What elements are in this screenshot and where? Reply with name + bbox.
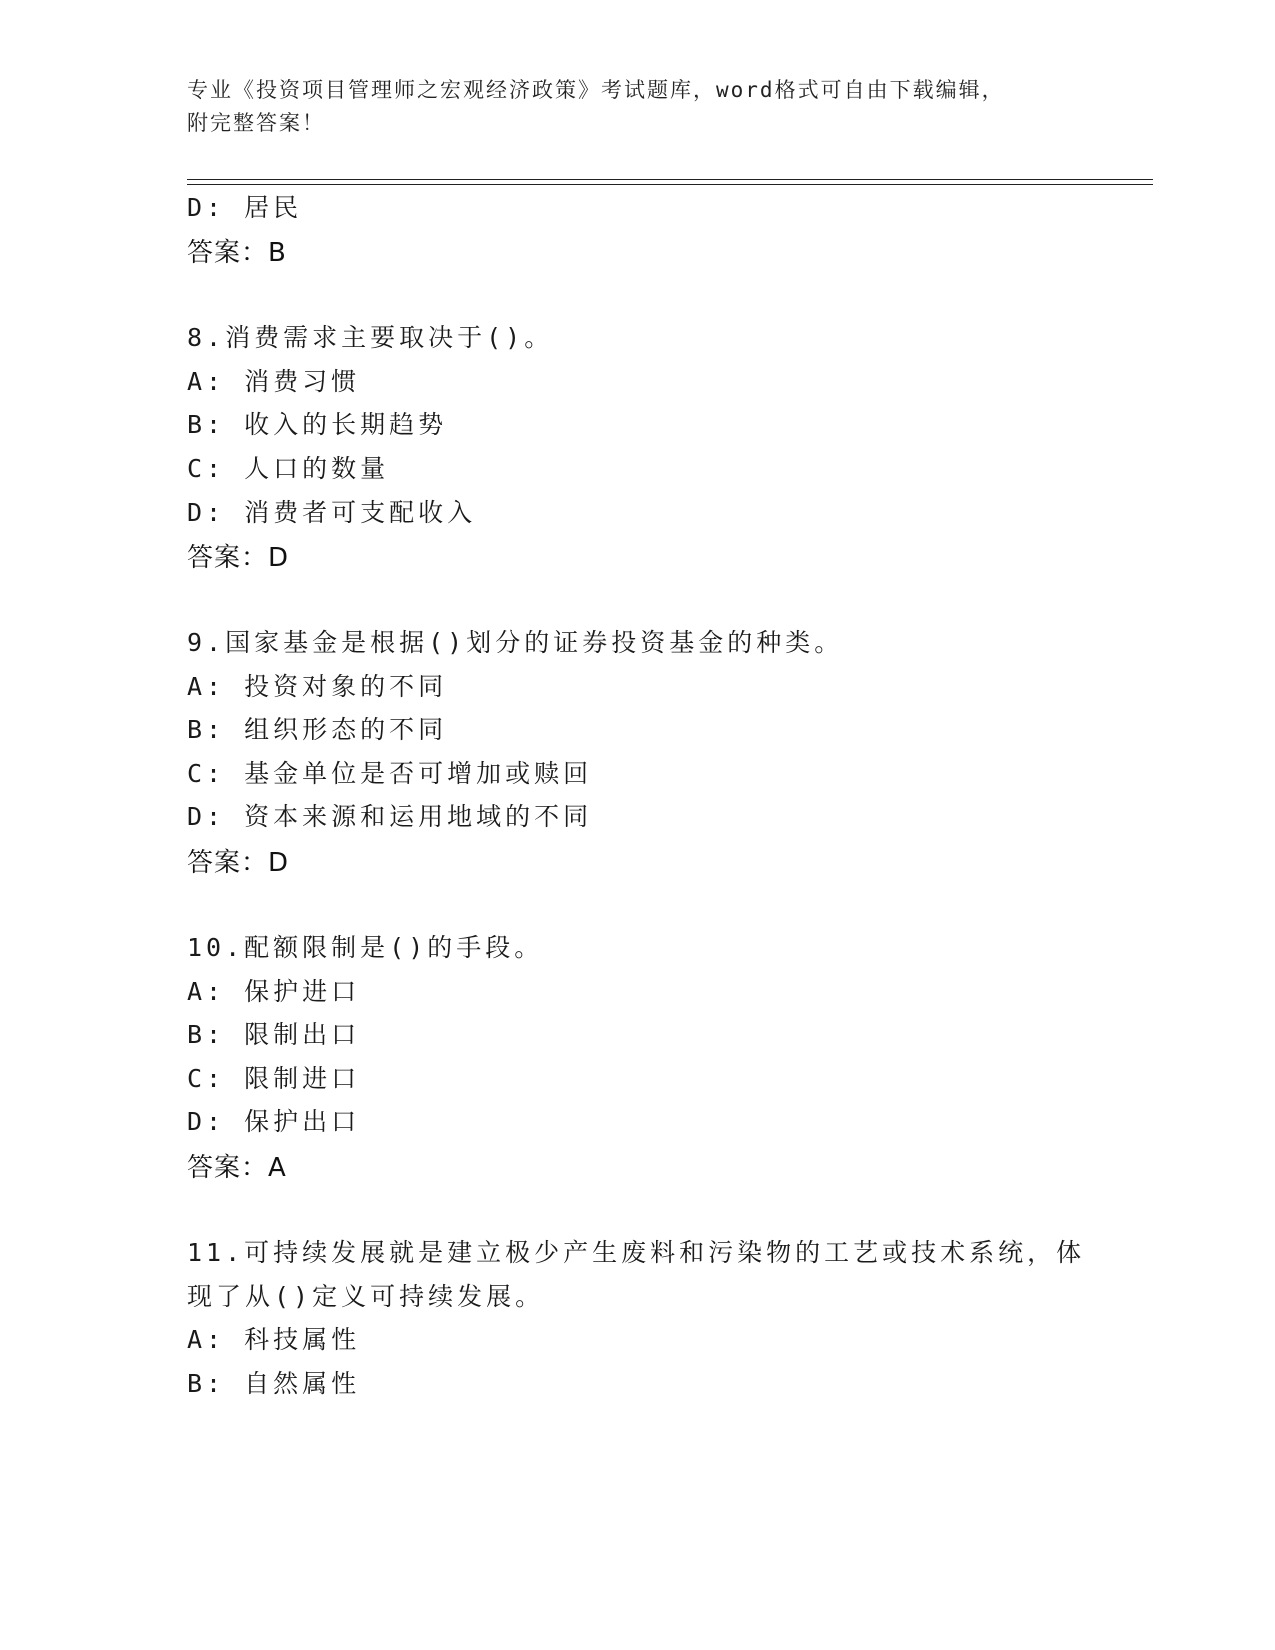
question-10-answer: 答案：A xyxy=(187,1153,287,1183)
question-11-option-a: A: 科技属性 xyxy=(187,1325,361,1354)
question-10-option-c: C: 限制进口 xyxy=(187,1064,361,1093)
question-9-option-d: D: 资本来源和运用地域的不同 xyxy=(187,802,593,831)
prev-answer: 答案：B xyxy=(187,238,287,268)
question-11-stem-line-1: 11.可持续发展就是建立极少产生废料和污染物的工艺或技术系统，体 xyxy=(187,1238,1086,1267)
question-10-option-b: B: 限制出口 xyxy=(187,1020,361,1049)
header-divider-bottom xyxy=(187,184,1153,185)
header-divider-top xyxy=(187,179,1153,180)
question-8-option-d: D: 消费者可支配收入 xyxy=(187,498,477,527)
prev-option-d: D: 居民 xyxy=(187,193,303,222)
question-10-option-a: A: 保护进口 xyxy=(187,977,361,1006)
question-9-option-c: C: 基金单位是否可增加或赎回 xyxy=(187,759,593,788)
question-8-option-b: B: 收入的长期趋势 xyxy=(187,410,448,439)
question-8-option-a: A: 消费习惯 xyxy=(187,367,361,396)
question-9-stem: 9.国家基金是根据()划分的证券投资基金的种类。 xyxy=(187,628,844,657)
question-9-answer: 答案：D xyxy=(187,848,290,878)
document-header xyxy=(187,74,1087,140)
header-line-1: 专业《投资项目管理师之宏观经济政策》考试题库，word格式可自由下载编辑， xyxy=(187,78,1005,102)
question-8-stem: 8.消费需求主要取决于()。 xyxy=(187,323,554,352)
question-11-stem-line-2: 现了从()定义可持续发展。 xyxy=(187,1282,545,1311)
question-10-stem: 10.配额限制是()的手段。 xyxy=(187,933,544,962)
question-8-option-c: C: 人口的数量 xyxy=(187,454,390,483)
question-8-answer: 答案：D xyxy=(187,543,290,573)
question-10-option-d: D: 保护出口 xyxy=(187,1107,361,1136)
question-9-option-a: A: 投资对象的不同 xyxy=(187,672,448,701)
question-9-option-b: B: 组织形态的不同 xyxy=(187,715,448,744)
question-11-option-b: B: 自然属性 xyxy=(187,1369,361,1398)
header-line-2: 附完整答案！ xyxy=(187,111,325,135)
